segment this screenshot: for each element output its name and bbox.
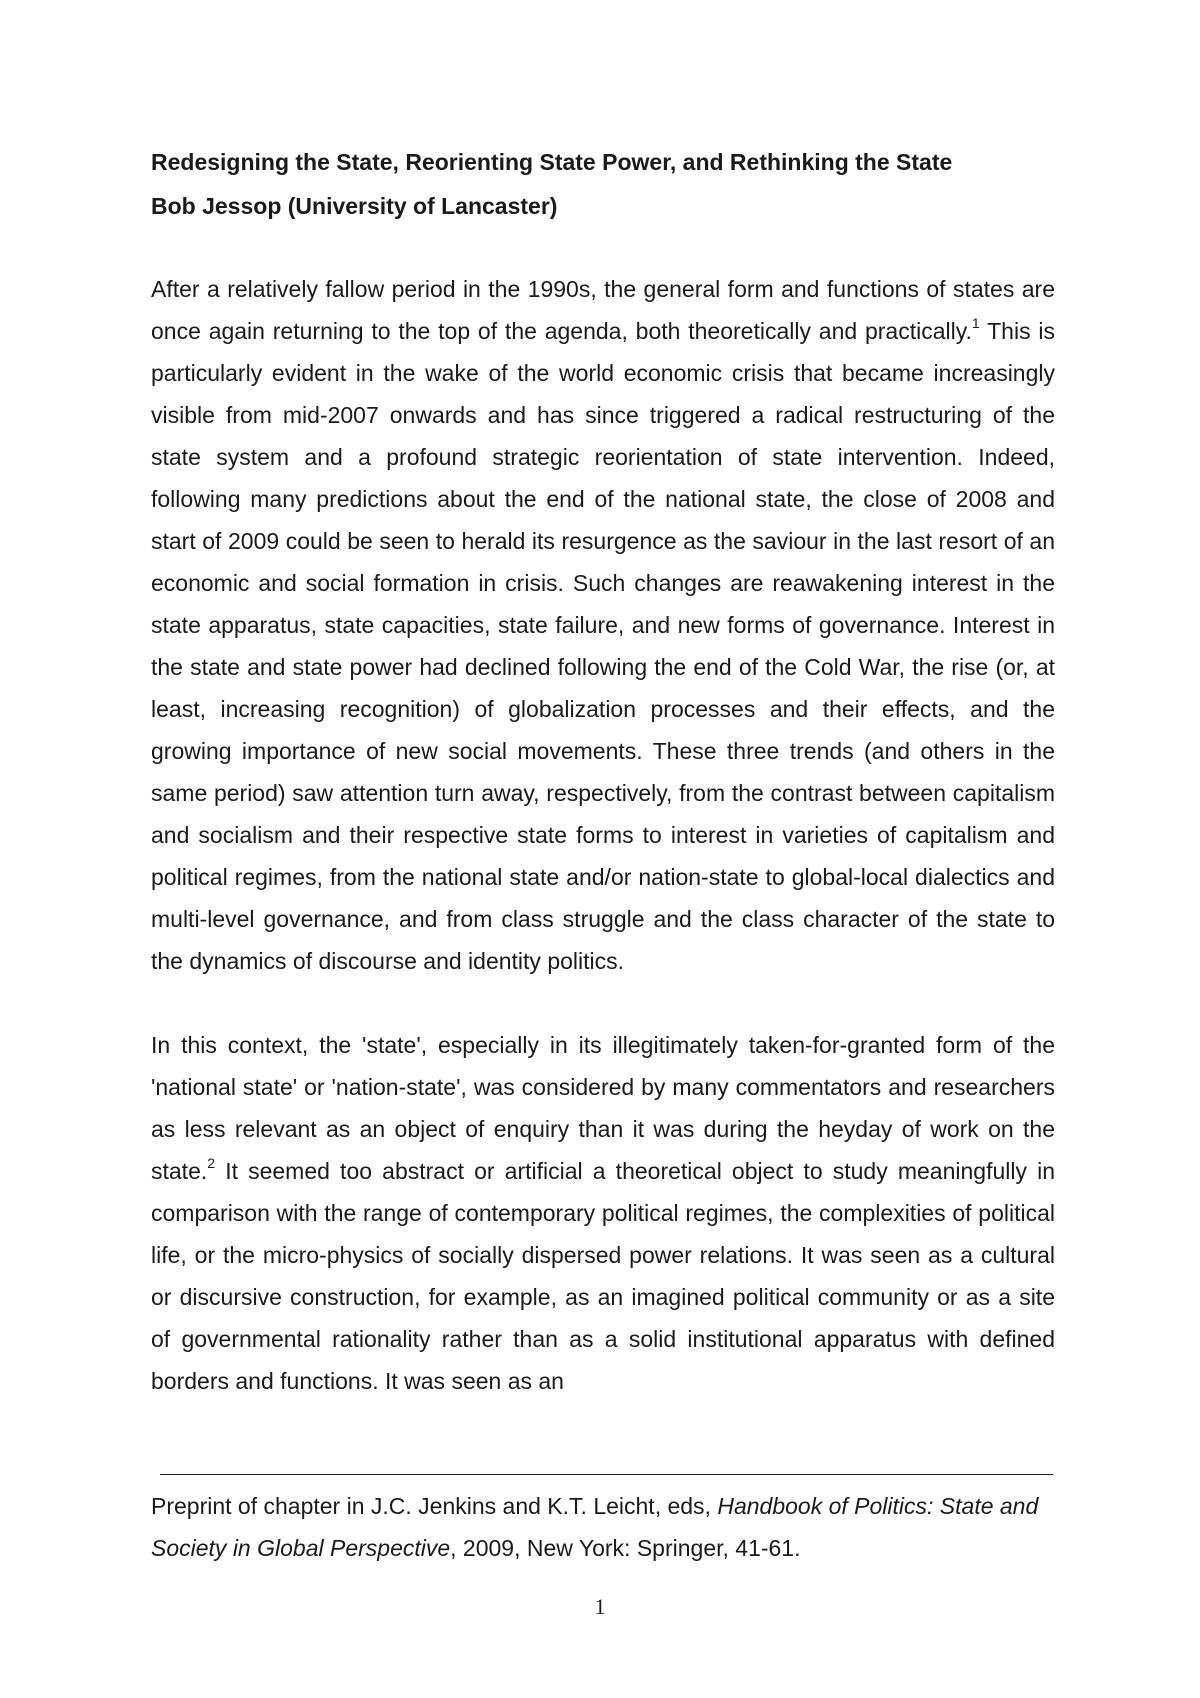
author-line: Bob Jessop (University of Lancaster)	[151, 193, 558, 219]
footnote-marker[interactable]: 2	[207, 1155, 216, 1172]
footnote-prefix: Preprint of chapter in J.C. Jenkins and K.T. Leicht, eds,	[151, 1493, 718, 1519]
paragraph-text: It seemed too abstract or artificial a theoretical object to study meaningfully in comparison with the range of contemporary political regimes, the complexities of political life, or the micro-physics of socially dispersed power relations. It was seen as a cultural or discursive construction, for example, as an imagined political community or as a site of governmental rationality rather than as a solid institutional apparatus with defined borders and functions. It was seen as an	[151, 1158, 1055, 1394]
paragraph-text: This is particularly evident in the wake of the world economic crisis that became increasingly visible from mid-2007 onwards and has since triggered a radical restructuring of the state system and a profound strategic reorientation of state intervention. Indeed, following many predictions about the end of the national state, the close of 2008 and start of 2009 could be seen to herald its resurgence as the saviour in the last resort of an economic and social formation in crisis. Such changes are reawakening interest in the state apparatus, state capacities, state failure, and new forms of governance. Interest in the state and state power had declined following the end of the Cold War, the rise (or, at least, increasing recognition) of globalization processes and their effects, and the growing importance of new social movements. These three trends (and others in the same period) saw attention turn away, respectively, from the contrast between capitalism and socialism and their respective state forms to interest in varieties of capitalism and political regimes, from the national state and/or nation-state to global-local dialectics and multi-level governance, and from class struggle and the class character of the state to the dynamics of discourse and identity politics.	[151, 318, 1055, 974]
paragraph-text: After a relatively fallow period in the 1990s, the general form and functions of states are once again returning to the top of the agenda, both theoretically and practically.	[151, 276, 1055, 344]
footnote-divider	[160, 1474, 1053, 1475]
footnote-marker[interactable]: 1	[971, 315, 980, 332]
main-text	[151, 140, 1055, 1402]
page-number: 1	[594, 1594, 606, 1619]
paragraph-2	[151, 1024, 1055, 1402]
footnote-suffix: , 2009, New York: Springer, 41-61.	[450, 1535, 801, 1561]
paragraph-1	[151, 268, 1055, 982]
document-title: Redesigning the State, Reorienting State Power, and Rethinking the State	[151, 149, 953, 175]
footnote	[151, 1485, 1055, 1569]
paragraph-text: In this context, the 'state', especially in its illegitimately taken-for-granted form of the 'national state' or 'nation-state', was considered by many commentators and researchers as less relevant as an object of enquiry than it was during the heyday of work on the state.	[151, 1032, 1055, 1184]
footnote-book-title: Handbook of Politics: State and Society in Global Perspective	[151, 1493, 1039, 1561]
